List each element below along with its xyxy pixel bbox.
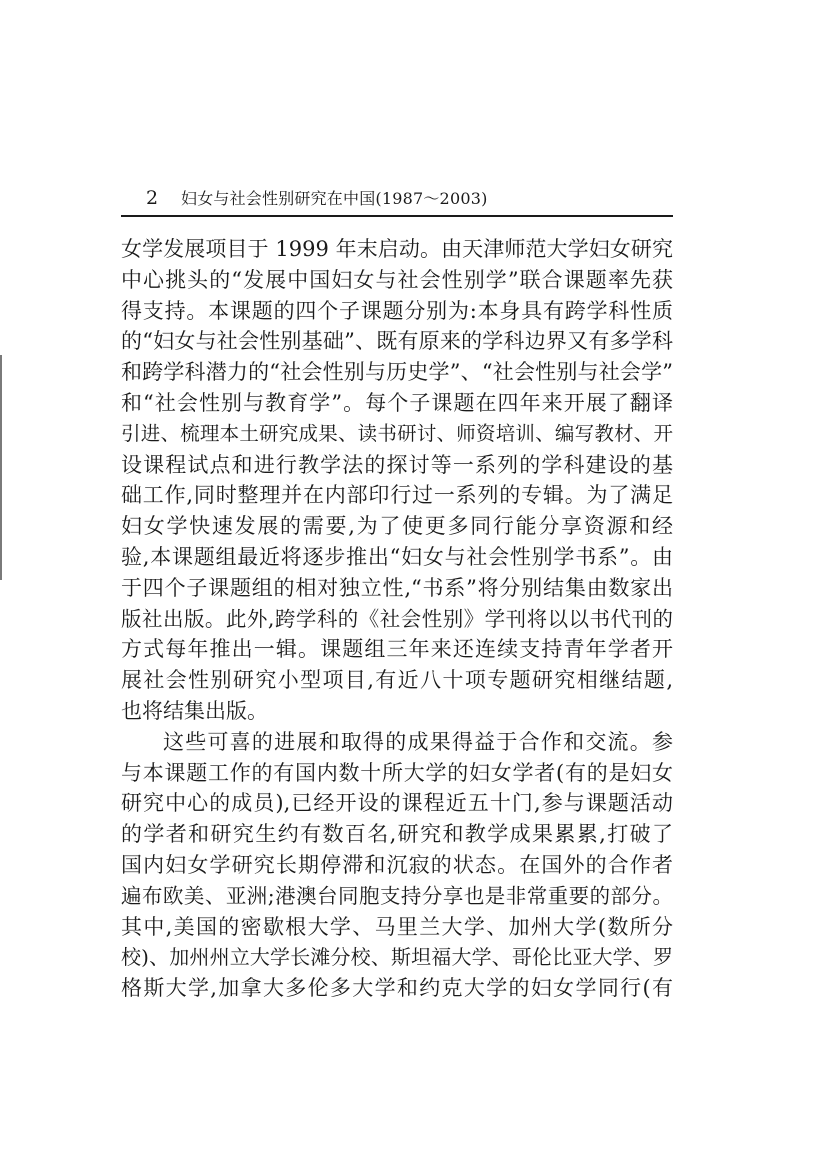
text-line: 妇女学快速发展的需要,为了使更多同行能分享资源和经 [121, 514, 673, 539]
paragraph-2 [121, 727, 673, 1004]
text-line: 和跨学科潜力的“社会性别与历史学”、“社会性别与社会学” [121, 360, 673, 385]
page-number: 2 [146, 187, 159, 209]
text-line: 验,本课题组最近将逐步推出“妇女与社会性别学书系”。由 [121, 544, 673, 569]
text-line: 础工作,同时整理并在内部印行过一系列的专辑。为了满足 [121, 483, 673, 508]
text-line: 的学者和研究生约有数百名,研究和教学成果累累,打破了 [121, 822, 673, 847]
text-line: 国内妇女学研究长期停滞和沉寂的状态。在国外的合作者 [121, 852, 673, 877]
text-line: 这些可喜的进展和取得的成果得益于合作和交流。参 [163, 729, 673, 754]
text-line: 格斯大学,加拿大多伦多大学和约克大学的妇女学同行(有 [121, 976, 673, 1001]
body-text [121, 234, 673, 1004]
text-line: 于四个子课题组的相对独立性,“书系”将分别结集由数家出 [121, 575, 673, 600]
text-line: 和“社会性别与教育学”。每个子课题在四年来开展了翻译 [121, 390, 673, 415]
scan-left-edge-shadow [0, 355, 2, 580]
text-line: 引进、梳理本土研究成果、读书研讨、师资培训、编写教材、开 [121, 421, 673, 445]
text-line: 版社出版。此外,跨学科的《社会性别》学刊将以以书代刊的 [121, 606, 673, 631]
text-line: 校)、加州州立大学长滩分校、斯坦福大学、哥伦比亚大学、罗 [121, 945, 673, 970]
text-line: 与本课题工作的有国内数十所大学的妇女学者(有的是妇女 [121, 760, 673, 785]
text-line: 得支持。本课题的四个子课题分别为:本身具有跨学科性质 [121, 298, 673, 323]
running-title: 妇女与社会性别研究在中国(1987～2003) [181, 189, 488, 208]
text-line: 中心挑头的“发展中国妇女与社会性别学”联合课题率先获 [121, 267, 673, 292]
text-line: 展社会性别研究小型项目,有近八十项专题研究相继结题, [121, 668, 673, 693]
paragraph-1 [121, 234, 673, 727]
text-line: 其中,美国的密歇根大学、马里兰大学、加州大学(数所分 [121, 914, 673, 939]
text-line: 也将结集出版。 [121, 698, 268, 723]
page-header [121, 186, 673, 214]
text-line: 方式每年推出一辑。课题组三年来还连续支持青年学者开 [121, 637, 673, 662]
text-line: 研究中心的成员),已经开设的课程近五十门,参与课题活动 [121, 791, 673, 816]
text-line: 设课程试点和进行教学法的探讨等一系列的学科建设的基 [121, 452, 673, 477]
header-rule [121, 215, 673, 217]
text-line: 的“妇女与社会性别基础”、既有原来的学科边界又有多学科 [121, 329, 673, 354]
text-line: 女学发展项目于 1999 年末启动。由天津师范大学妇女研究 [121, 237, 673, 261]
text-line: 遍布欧美、亚洲;港澳台同胞支持分享也是非常重要的部分。 [121, 883, 673, 908]
